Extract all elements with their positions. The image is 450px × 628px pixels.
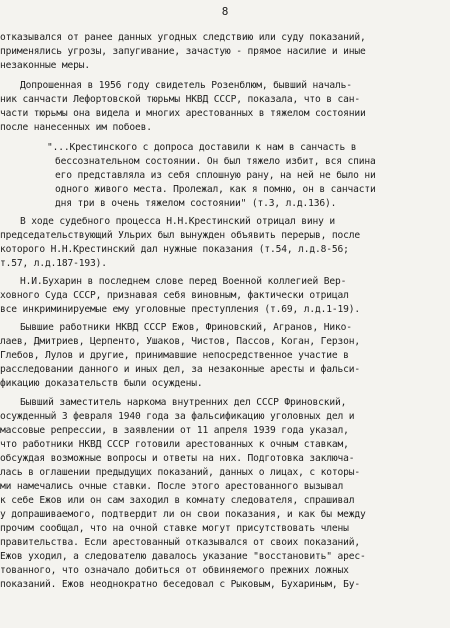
text-line: ми намечались очные ставки. После этого арестованного вызывал [0,481,344,492]
text-line: применялись угрозы, запугивание, зачастую - прямое насилие и иные [0,46,366,57]
text-line: что работники НКВД СССР готовили арестованных к очным ставкам, [0,439,349,450]
text-line: ховного Суда СССР, признавая себя виновным, фактически отрицал [0,290,349,301]
text-line: Н.И.Бухарин в последнем слове перед Военной коллегией Вер- [20,276,347,287]
text-line: которого Н.Н.Крестинский дал нужные показания (т.54, л.д.8-56; [0,244,349,255]
text-line: у допрашиваемого, подтвердит ли он свои показания, и как бы между [0,509,366,520]
text-line: ник санчасти Лефортовской тюрьмы НКВД СССР, показала, что в сан- [0,94,361,105]
text-line: т.57, л.д.187-193). [0,258,107,269]
text-line: В ходе судебного процесса Н.Н.Крестинский отрицал вину и [20,216,336,227]
text-line: Допрошенная в 1956 году свидетель Розенблюм, бывший началь- [20,80,352,91]
page-number: 8 [221,5,229,18]
text-line: обсуждая возможные вопросы и ответы на них. Подготовка заключа- [0,453,355,464]
text-line: массовые репрессии, в заявлении от 11 апреля 1939 года указал, [0,425,349,436]
quote-line: одного живого места. Пролежал, как я помню, он в санчасти [55,184,376,195]
quote-line: "...Крестинского с допроса доставили к нам в санчасть в [47,142,357,153]
text-line: правительства. Если арестованный отказывался от своих показаний, [0,537,361,548]
text-line: Бывший заместитель наркома внутренних дел СССР Фриновский, [20,397,347,408]
text-line: осужденный 3 февраля 1940 года за фальсификацию уголовных дел и [0,411,355,422]
quote-line: его представляла из себя сплошную рану, на ней не было ни [55,170,376,181]
text-line: тованного, что означало добиться от обвиняемого прежних ложных [0,565,349,576]
quote-line: дня три в очень тяжелом состоянии" (т.3, л.д.136). [55,198,337,209]
text-line: фикацию доказательств были осуждены. [0,378,203,389]
text-line: Глебов, Лулов и другие, принимавшие непосредственное участие в [0,350,349,361]
text-line: все инкриминируемые ему уголовные преступления (т.69, л.д.1-19). [0,304,361,315]
text-line: прочим сообщал, что на очной ставке могут присутствовать члены [0,523,349,534]
text-line: Бывшие работники НКВД СССР Ежов, Фриновский, Агранов, Нико- [20,322,352,333]
text-line: Ежов уходил, а следователю давалось указание "восстановить" арес- [0,551,366,562]
text-line: к себе Ежов или он сам заходил в комнату следователя, спрашивал [0,495,355,506]
text-line: показаний. Ежов неоднократно беседовал с Рыковым, Бухариным, Бу- [0,579,361,590]
text-line: отказывался от ранее данных угодных следствию или суду показаний, [0,32,366,43]
quote-line: бессознательном состоянии. Он был тяжело избит, вся спина [55,156,376,167]
text-line: после нанесенных им побоев. [0,122,152,133]
text-line: части тюрьмы она видела и многих арестованных в тяжелом состоянии [0,108,366,119]
text-line: незаконные меры. [0,60,91,71]
text-line: председательствующий Ульрих был вынужден объявить перерыв, после [0,230,361,241]
text-line: расследовании данного и иных дел, за незаконные аресты и фальси- [0,364,361,375]
text-line: лась в оглашении предыдущих показаний, данных о лицах, с которы- [0,467,361,478]
text-line: лаев, Дмитриев, Церпенто, Ушаков, Чистов, Пассов, Коган, Герзон, [0,336,361,347]
